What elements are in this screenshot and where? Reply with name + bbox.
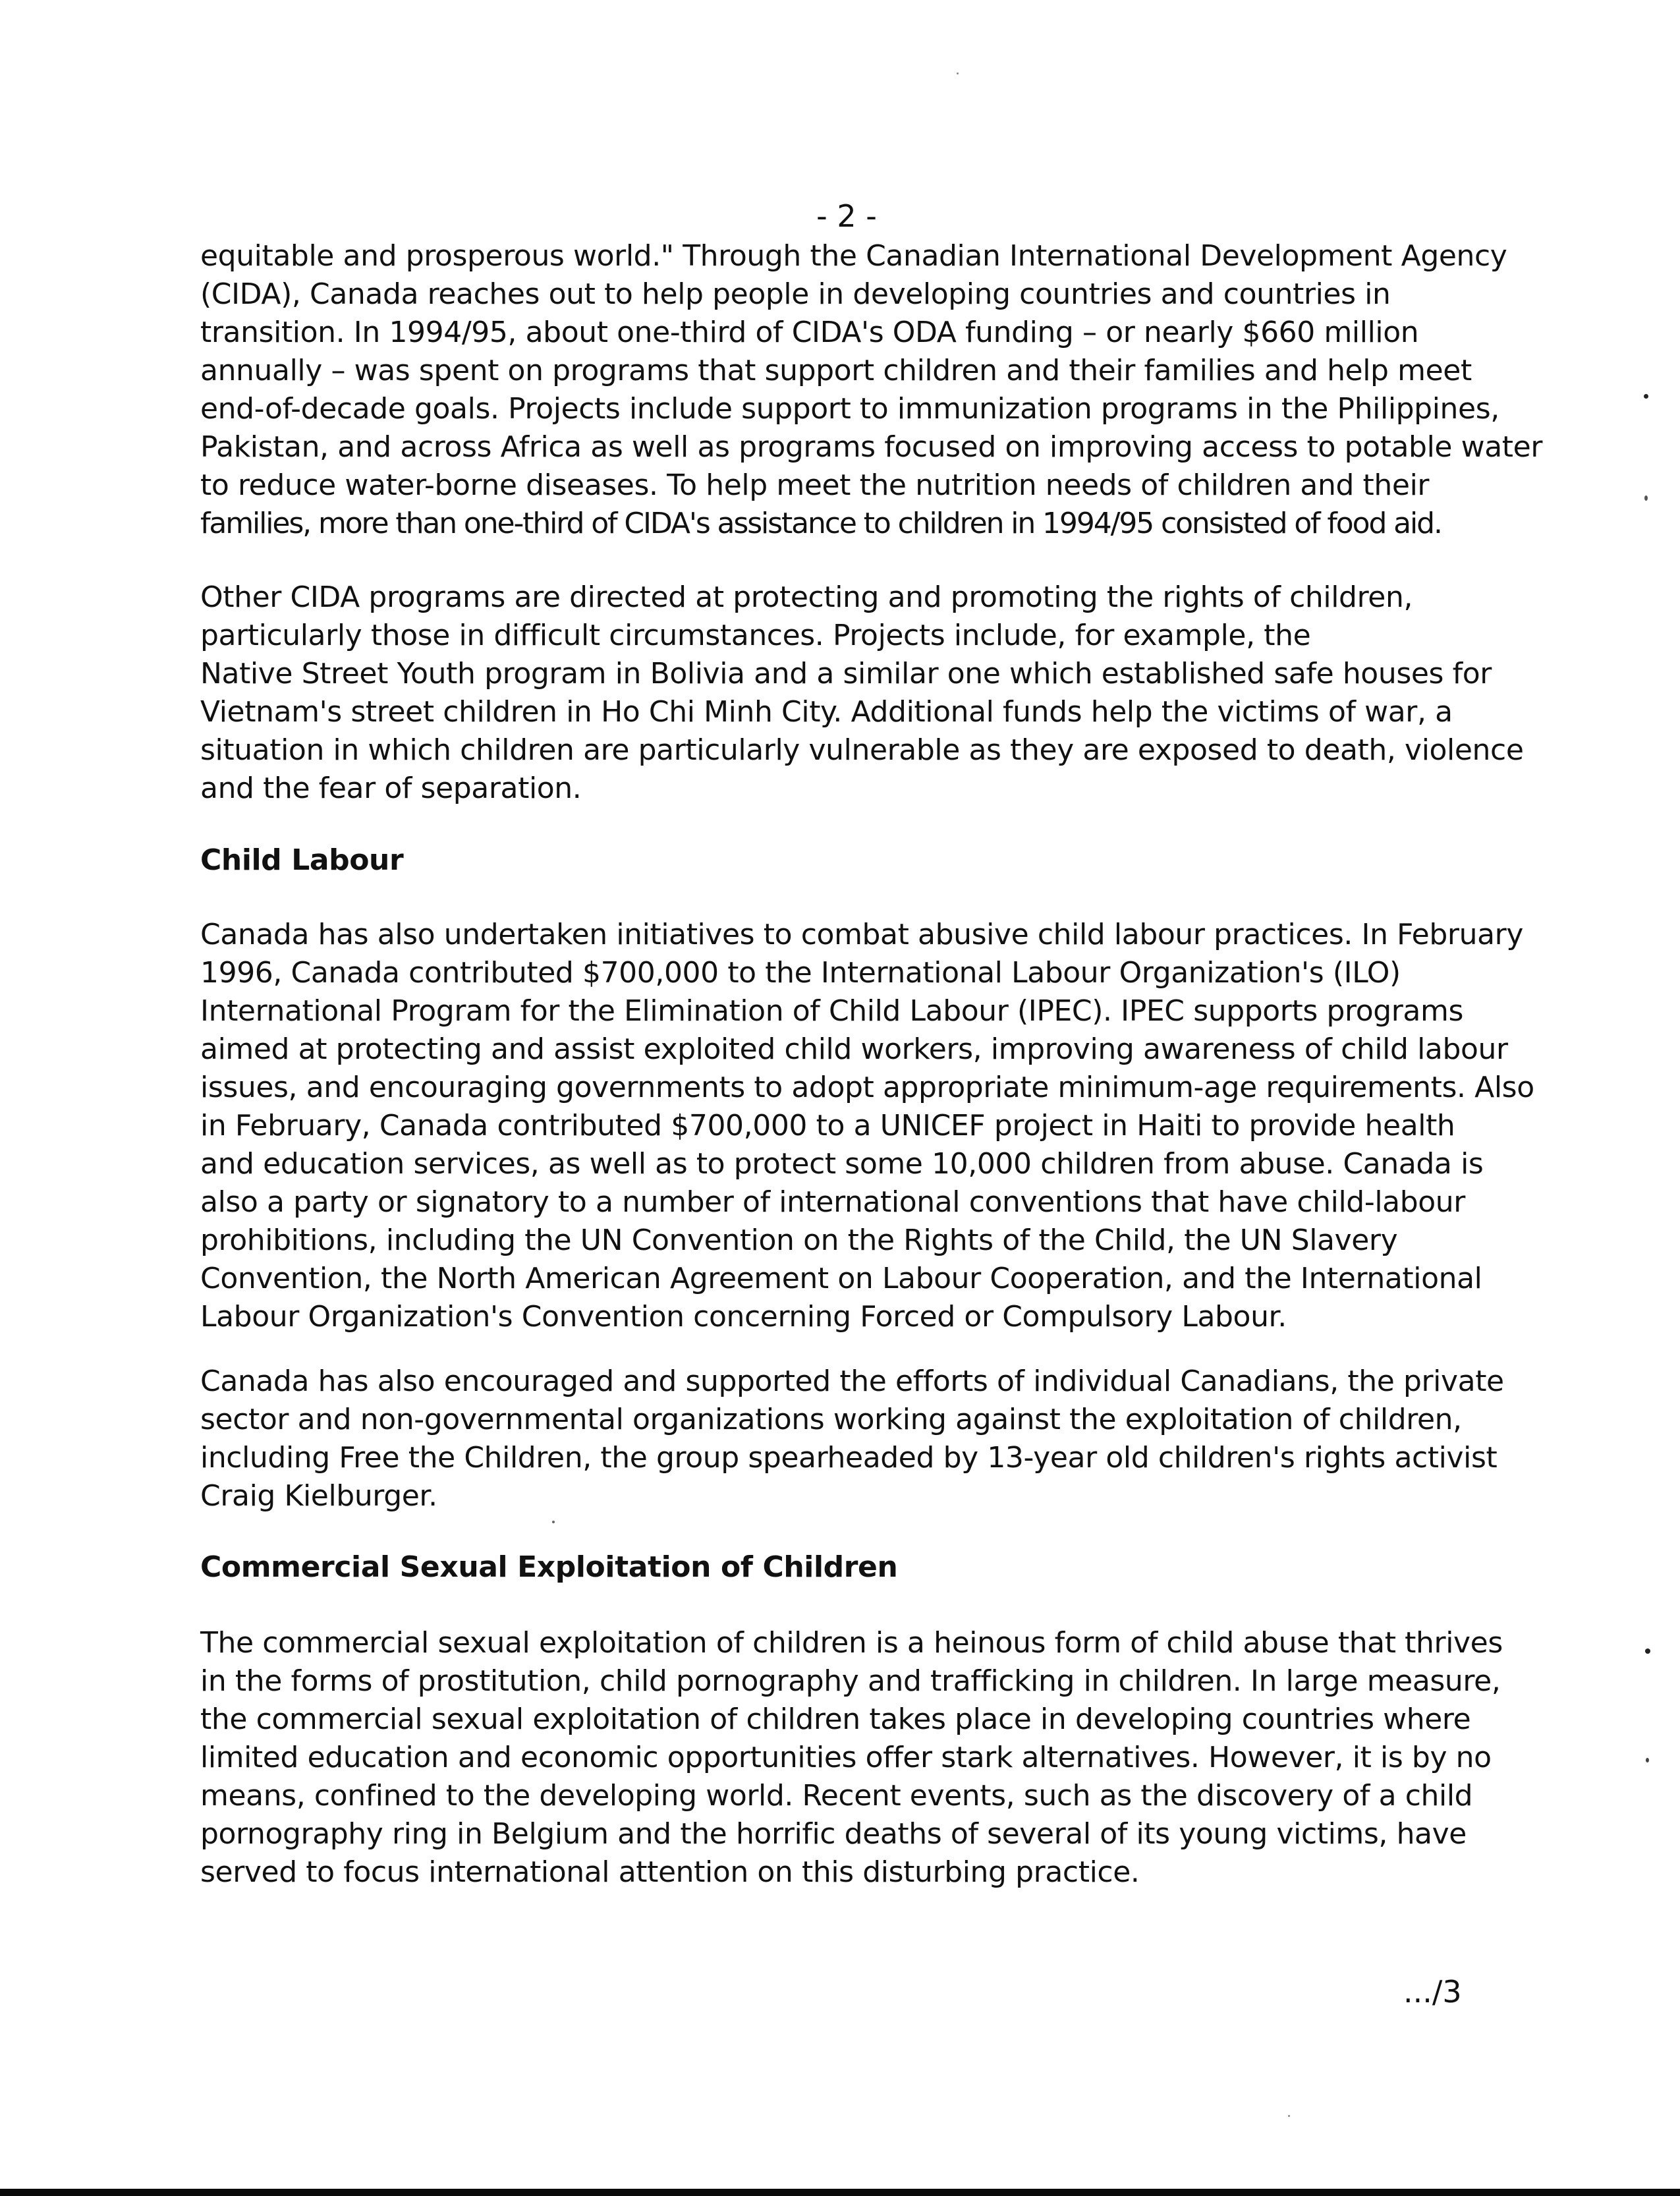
- text-line: equitable and prosperous world." Through the Canadian International Development Agency: [200, 239, 1507, 273]
- section-heading-child-labour: Child Labour: [200, 843, 404, 877]
- scan-speck: [1644, 495, 1648, 501]
- scan-speck: [552, 1521, 555, 1523]
- paragraph-child-labour-initiatives: [200, 916, 1534, 1336]
- scan-speck: [1646, 1758, 1649, 1762]
- bottom-scan-border: [0, 2189, 1680, 2196]
- scan-speck: [1645, 1648, 1650, 1654]
- text-line: Vietnam's street children in Ho Chi Minh City. Additional funds help the victims of war, a: [200, 695, 1453, 729]
- scan-speck: [1288, 2115, 1290, 2117]
- text-line: Craig Kielburger.: [200, 1479, 437, 1513]
- text-line: families, more than one-third of CIDA's assistance to children in 1994/95 consisted of food aid.: [200, 507, 1442, 540]
- continuation-mark: .../3: [1403, 1974, 1462, 2010]
- text-line: limited education and economic opportunities offer stark alternatives. However, it is by no: [200, 1741, 1492, 1774]
- text-line: prohibitions, including the UN Convention on the Rights of the Child, the UN Slavery: [200, 1224, 1398, 1257]
- text-line: particularly those in difficult circumstances. Projects include, for example, the: [200, 619, 1311, 652]
- text-line: (CIDA), Canada reaches out to help people in developing countries and countries in: [200, 277, 1391, 311]
- text-line: also a party or signatory to a number of international conventions that have child-labour: [200, 1185, 1465, 1219]
- text-line: Canada has also undertaken initiatives to combat abusive child labour practices. In February: [200, 918, 1523, 951]
- text-line: including Free the Children, the group spearheaded by 13-year old children's rights activist: [200, 1441, 1498, 1475]
- text-line: Pakistan, and across Africa as well as programs focused on improving access to potable water: [200, 430, 1543, 464]
- text-line: Convention, the North American Agreement on Labour Cooperation, and the International: [200, 1262, 1482, 1295]
- text-line: situation in which children are particularly vulnerable as they are exposed to death, violence: [200, 733, 1524, 767]
- paragraph-cida-funding: [200, 237, 1543, 543]
- text-line: end-of-decade goals. Projects include support to immunization programs in the Philippines,: [200, 392, 1499, 426]
- text-line: Other CIDA programs are directed at protecting and promoting the rights of children,: [200, 580, 1413, 614]
- paragraph-children-rights: [200, 578, 1524, 808]
- text-line: and the fear of separation.: [200, 772, 582, 805]
- text-line: pornography ring in Belgium and the horrific deaths of several of its young victims, have: [200, 1817, 1467, 1851]
- section-heading-commercial-exploitation: Commercial Sexual Exploitation of Children: [200, 1550, 898, 1584]
- text-line: in February, Canada contributed $700,000 to a UNICEF project in Haiti to provide health: [200, 1109, 1455, 1142]
- paragraph-commercial-exploitation: [200, 1624, 1511, 1892]
- text-line: means, confined to the developing world. Recent events, such as the discovery of a child: [200, 1779, 1473, 1813]
- text-line: in the forms of prostitution, child pornography and trafficking in children. In large measure,: [200, 1664, 1501, 1698]
- text-line: Labour Organization's Convention concerning Forced or Compulsory Labour.: [200, 1300, 1287, 1334]
- text-line: and education services, as well as to protect some 10,000 children from abuse. Canada is: [200, 1147, 1484, 1181]
- text-line: Native Street Youth program in Bolivia and a similar one which established safe houses for: [200, 657, 1492, 690]
- text-line: International Program for the Elimination of Child Labour (IPEC). IPEC supports programs: [200, 994, 1463, 1028]
- text-line: 1996, Canada contributed $700,000 to the International Labour Organization's (ILO): [200, 956, 1401, 990]
- text-line: transition. In 1994/95, about one-third of CIDA's ODA funding – or nearly $660 million: [200, 316, 1419, 349]
- text-line: Canada has also encouraged and supported the efforts of individual Canadians, the private: [200, 1365, 1504, 1398]
- text-line: aimed at protecting and assist exploited child workers, improving awareness of child labour: [200, 1032, 1508, 1066]
- text-line: annually – was spent on programs that support children and their families and help meet: [200, 354, 1472, 387]
- text-line: the commercial sexual exploitation of children takes place in developing countries where: [200, 1703, 1471, 1736]
- text-line: The commercial sexual exploitation of children is a heinous form of child abuse that thrives: [200, 1626, 1503, 1660]
- paragraph-individual-efforts: [200, 1363, 1511, 1515]
- text-line: sector and non-governmental organizations working against the exploitation of children,: [200, 1403, 1462, 1436]
- text-line: issues, and encouraging governments to adopt appropriate minimum-age requirements. Also: [200, 1071, 1534, 1104]
- page-number: - 2 -: [816, 198, 877, 234]
- text-line: served to focus international attention on this disturbing practice.: [200, 1855, 1140, 1889]
- text-line: to reduce water-borne diseases. To help meet the nutrition needs of children and their: [200, 468, 1430, 502]
- scan-speck: [957, 72, 959, 74]
- scan-speck: [1644, 394, 1648, 399]
